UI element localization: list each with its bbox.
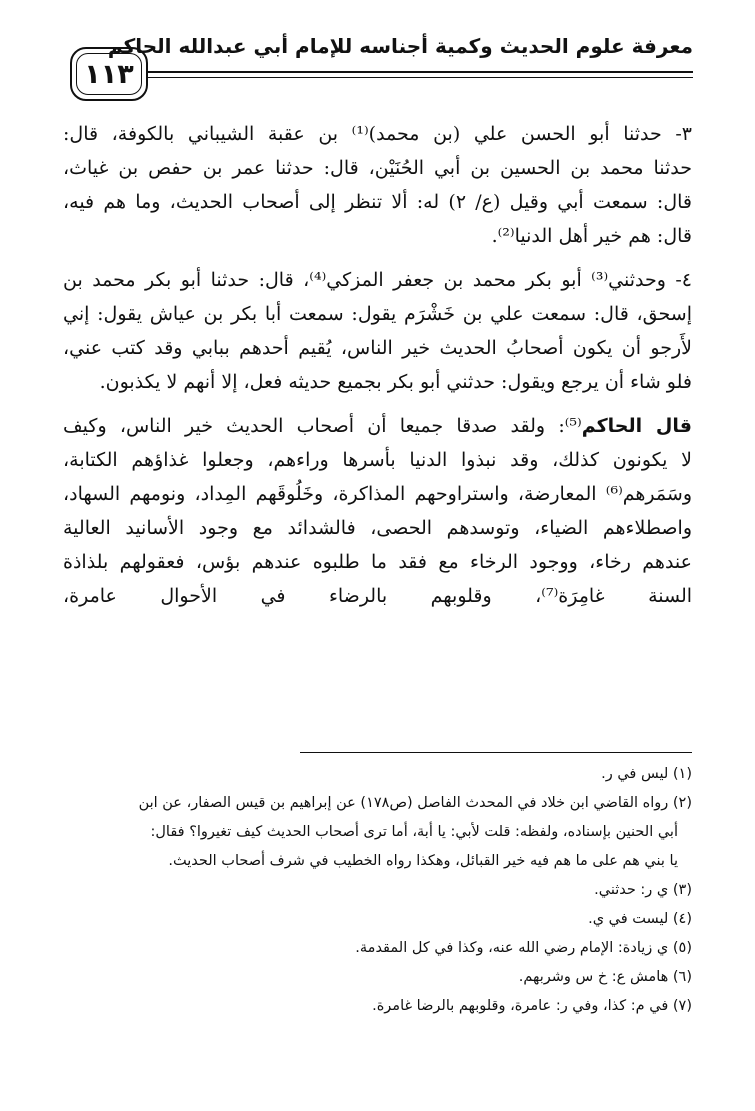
footnote-rule	[300, 752, 692, 753]
text-line: وسَمَرهم⁽⁶⁾ المعارضة، واستراوحهم المذاكرة، وخَلُوقَهم المِداد، ونومهم السهاد،	[63, 483, 692, 505]
page-number: ١١٣	[84, 58, 134, 90]
text-line: فلو شاء أن يرجع ويقول: حدثني أبو بكر بجميع حديثه فعل، إلا أنهم لا يكذبون.	[99, 371, 692, 393]
main-text	[63, 117, 692, 623]
text-line-rest: ⁽⁵⁾: ولقد صدقا جميعا أن أصحاب الحديث خير الناس، وكيف	[63, 415, 582, 437]
footnote: (٢) رواه القاضي ابن خلاد في المحدث الفاصل (ص١٧٨) عن إبراهيم بن قيس الصفار، عن ابن	[138, 795, 692, 811]
text-line	[63, 409, 692, 443]
footnote: (١) ليس في ر.	[601, 766, 692, 782]
footnote: (٥) ي زيادة: الإمام رضي الله عنه، وكذا في كل المقدمة.	[355, 940, 692, 956]
footnote-continuation: يا بني هم على ما هم فيه خير القبائل، وهكذا رواه الخطيب في شرف أصحاب الحديث.	[168, 853, 678, 869]
paragraph-3	[63, 117, 692, 253]
text-line: ٣- حدثنا أبو الحسن علي (بن محمد)⁽¹⁾ بن عقبة الشيباني بالكوفة، قال:	[63, 123, 692, 145]
footnote-continuation: أبي الحنين بإسناده، ولفظه: قلت لأبي: يا أبة، أما ترى أصحاب الحديث كيف تغيروا؟ فقال:	[150, 824, 678, 840]
text-line: عندهم رخاء، ووجود الرخاء مع فقد ما طلبوه عندهم بؤس، فعقولهم بلذاذة	[63, 551, 692, 573]
paragraph-4	[63, 263, 692, 399]
text-line: لأَرجو أن يكون أصحابُ الحديث خير الناس، يُقيم أحدهم ببابي وقد كتب عني،	[63, 337, 692, 359]
text-line: قال: سمعت أبي وقيل (ع/ ٢) له: ألا تنظر إلى أصحاب الحديث، وما هم فيه،	[63, 191, 693, 213]
footnote: (٤) ليست في ي.	[588, 911, 692, 927]
footnote: (٧) في م: كذا، وفي ر: عامرة، وقلوبهم بالرضا غامرة.	[372, 998, 692, 1014]
hakim-lead: قال الحاكم	[581, 415, 692, 437]
text-line: قال: هم خير أهل الدنيا⁽²⁾.	[491, 225, 692, 247]
header-rule	[148, 71, 693, 73]
text-line: السنة غامِرَة⁽⁷⁾، وقلوبهم بالرضاء في الأحوال عامرة،	[63, 585, 693, 607]
footnote: (٦) هامش ع: خ س وشربهم.	[518, 969, 692, 985]
paragraph-hakim	[63, 409, 692, 613]
footnote: (٣) ي ر: حدثني.	[594, 882, 692, 898]
header-rule-thin	[148, 77, 693, 78]
text-line: حدثنا محمد بن الحسين بن أبي الحُنَيْن، قال: حدثنا عمر بن حفص بن غياث،	[63, 157, 692, 179]
footnotes	[63, 760, 692, 1021]
text-line: إسحق، قال: سمعت علي بن خَشْرَم يقول: سمعت أبا بكر بن عياش يقول: إني	[63, 303, 692, 325]
text-line: لا يكونون كذلك، وقد نبذوا الدنيا بأسرها وراءهم، وجعلوا غذاؤهم الكتابة،	[63, 449, 692, 471]
text-line: واصطلاءهم الضياء، وتوسدهم الحصى، فالشدائد مع وجود الأسانيد العالية	[63, 517, 692, 539]
text-line: ٤- وحدثني⁽³⁾ أبو بكر محمد بن جعفر المزكي⁽⁴⁾، قال: حدثنا أبو بكر محمد بن	[63, 269, 692, 291]
running-title: معرفة علوم الحديث وكمية أجناسه للإمام أبي عبدالله الحاكم	[107, 34, 693, 58]
